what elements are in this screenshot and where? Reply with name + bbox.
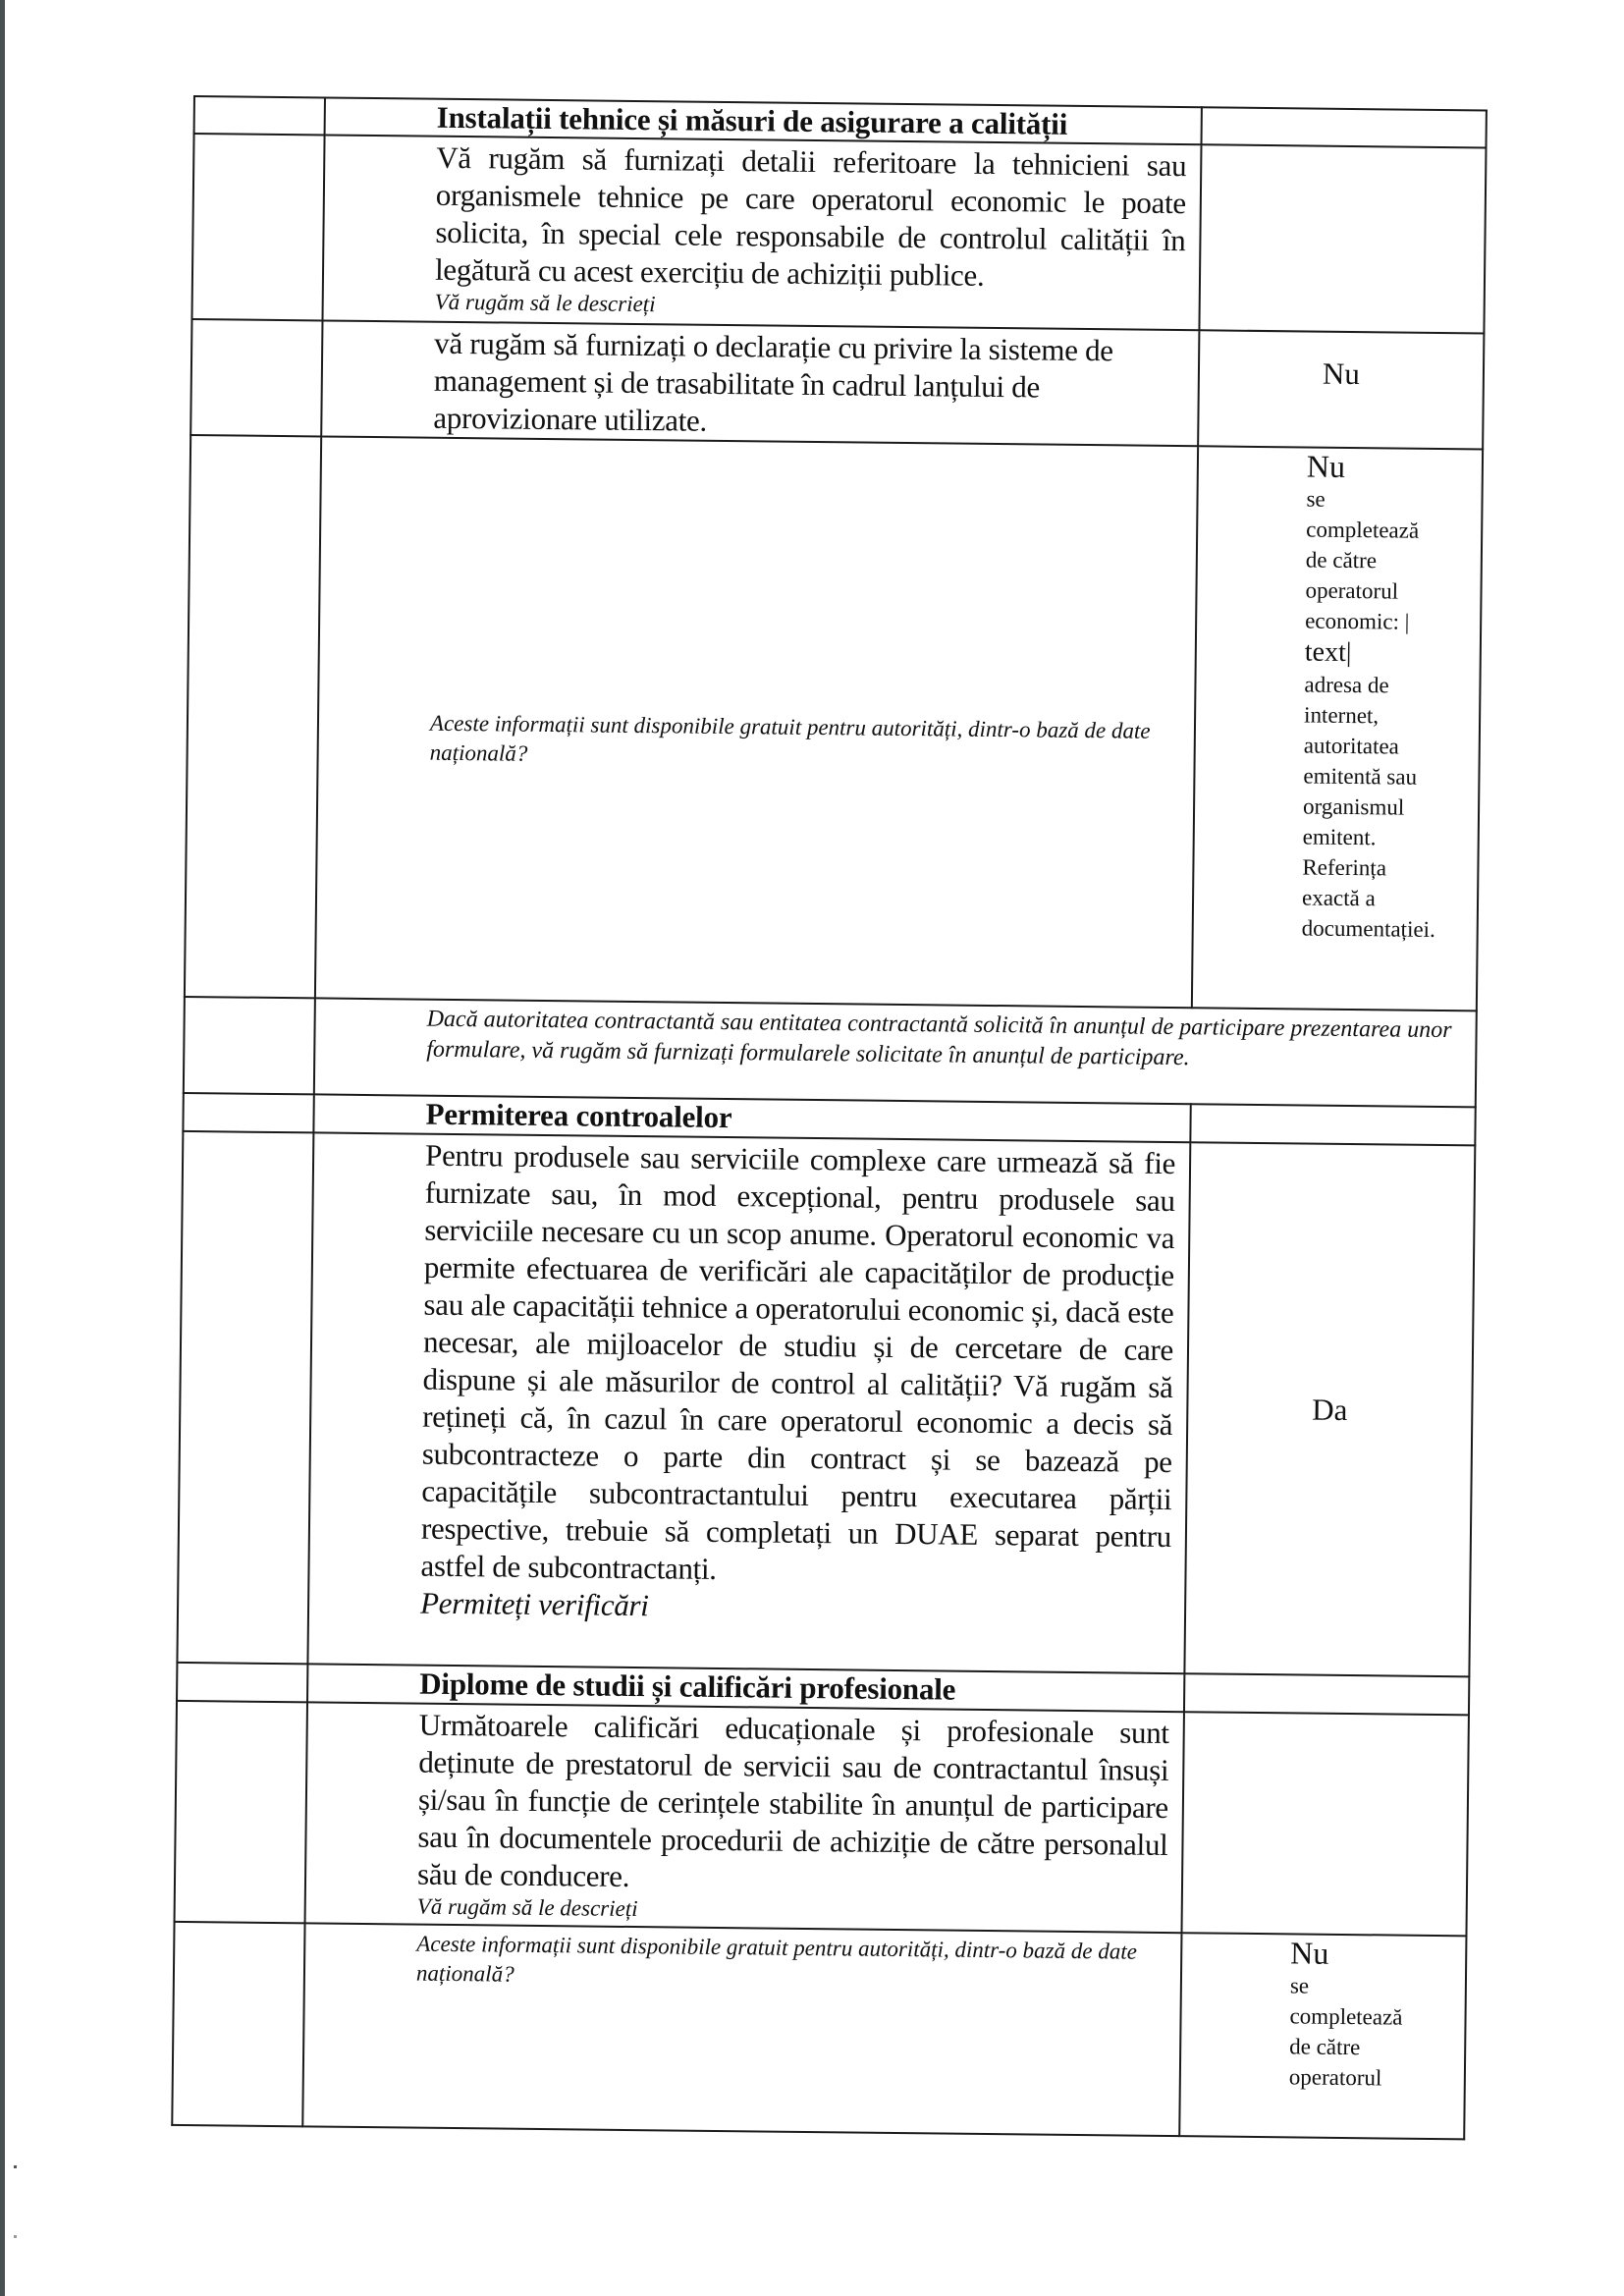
answer-note-line: adresa de	[1304, 672, 1389, 698]
answer-note-line: operatorul	[1288, 2064, 1382, 2091]
answer-value: Nu	[1290, 1935, 1329, 1971]
describe-prompt: Vă rugăm să le descrieți	[416, 1893, 638, 1922]
answer-note-line: completează	[1306, 517, 1420, 543]
answer-details	[1181, 1934, 1466, 2094]
answer-value: Nu	[1306, 448, 1346, 484]
answer-note-line: organismul	[1302, 793, 1405, 820]
answer-cell	[1190, 1104, 1475, 1145]
answer-note-line: se	[1306, 486, 1326, 512]
answer-text-placeholder[interactable]: text|	[1304, 636, 1352, 669]
answer-note-line: internet,	[1303, 702, 1380, 729]
answer-value: Nu	[1322, 355, 1361, 392]
answer-note-line: se	[1289, 1973, 1310, 1998]
national-database-question: Aceste informații sunt disponibile gratuit pentru autorități, dintr-o bază de date națională?	[415, 1931, 1138, 1987]
answer-note-line: economic: |	[1305, 608, 1410, 634]
answer-note-line: Referința	[1302, 854, 1387, 881]
section-heading-diplomas: Diplome de studii și calificări profesionale	[419, 1666, 956, 1707]
question-cell	[307, 1132, 1190, 1673]
answer-cell[interactable]	[1192, 446, 1483, 1011]
answer-note-line: documentației.	[1301, 915, 1435, 942]
answer-cell	[1202, 107, 1487, 147]
index-cell	[172, 1922, 304, 2126]
answer-note-line: autoritatea	[1303, 733, 1399, 759]
question-text: Vă rugăm să furnizați detalii referitoare la tehnicieni sau organismele tehnice pe care operatorul economic le poate solicita, în special cele responsabile de controlul calității în legătură cu acest exercițiu de achiziții publice.	[434, 139, 1187, 293]
answer-note-line: emitent.	[1302, 824, 1377, 850]
answer-cell[interactable]	[1199, 144, 1486, 333]
question-text: Pentru produsele sau serviciile complexe care urmează să fie furnizate sau, în mod excepțional, pentru produsele sau serviciile necesare cu un scop anume. Operatorul economic va permite efectuarea de verificări ale capacităților de producție sau ale capacității tehnice a operatorului economic și, dacă este necesar, ale mijloacelor de studiu și de cercetare de care dispune și ale măsurilor de control al calității? Vă rugăm să rețineți că, în cazul în care operatorul economic a decis să subcontracteze o parte din contract și se bazează pe capacitățile subcontractantului pentru executarea părții respective, trebuie să completați un DUAE separat pentru astfel de subcontractanți.	[420, 1137, 1176, 1586]
answer-note-line: operatorul	[1305, 577, 1399, 604]
table-row	[191, 134, 1486, 333]
table-row	[185, 435, 1483, 1011]
index-cell	[184, 997, 315, 1094]
index-cell	[183, 1093, 313, 1132]
index-cell	[191, 134, 324, 320]
answer-details	[1194, 447, 1483, 945]
index-cell	[177, 1131, 313, 1664]
index-cell	[190, 319, 322, 436]
answer-note-line: emitentă sau	[1303, 763, 1418, 790]
section-heading-technical-installations: Instalații tehnice și măsuri de asigurare a calității	[436, 99, 1068, 141]
answer-cell[interactable]	[1184, 1142, 1475, 1676]
question-cell	[321, 320, 1199, 446]
answer-value: Da	[1312, 1392, 1348, 1427]
describe-prompt: Vă rugăm să le descrieți	[434, 289, 656, 317]
question-cell	[315, 436, 1198, 1008]
scan-speck	[14, 2165, 17, 2168]
section-heading-allow-checks: Permiterea controalelor	[425, 1096, 732, 1135]
duae-form-table	[171, 95, 1488, 2140]
allow-checks-prompt: Permiteți verificări	[419, 1585, 649, 1623]
answer-note-line: completează	[1289, 2003, 1403, 2030]
index-cell	[194, 96, 325, 135]
scan-speck	[14, 2235, 17, 2238]
index-cell	[175, 1701, 307, 1923]
question-cell	[305, 1702, 1184, 1933]
answer-cell[interactable]	[1198, 330, 1484, 449]
index-cell	[177, 1663, 307, 1702]
table-row	[190, 319, 1484, 449]
forms-note-text: Dacă autoritatea contractantă sau entitatea contractantă solicită în anunțul de participare prezentarea unor formulare, vă rugăm să furnizați formularele solicitate în anunțul de participare.	[426, 1006, 1452, 1071]
table-row	[175, 1701, 1469, 1936]
answer-cell	[1184, 1673, 1469, 1715]
question-cell	[322, 135, 1201, 330]
answer-note-line: exactă a	[1301, 885, 1376, 911]
answer-cell[interactable]	[1181, 1712, 1468, 1936]
question-text: vă rugăm să furnizați o declarație cu privire la sisteme de management și de trasabilitate în cadrul lanțului de aprovizionare utilizate.	[433, 325, 1113, 438]
question-cell	[302, 1923, 1181, 2136]
forms-note-cell	[314, 998, 1477, 1107]
table-row	[184, 997, 1477, 1107]
question-text: Următoarele calificări educaționale și profesionale sunt deținute de prestatorul de servicii sau de contractantul însuși și/sau în funcție de cerințele stabilite în anunțul de participare sau în documentele procedurii de achiziție de către personalul său de conducere.	[416, 1707, 1169, 1893]
answer-cell[interactable]	[1179, 1933, 1466, 2139]
table-row	[172, 1922, 1466, 2139]
index-cell	[185, 435, 321, 998]
national-database-question: Aceste informații sunt disponibile gratuit pentru autorități, dintr-o bază de date națională?	[429, 710, 1151, 766]
scan-edge	[0, 0, 5, 2296]
answer-note-line: de către	[1305, 547, 1378, 574]
table-row	[177, 1131, 1475, 1676]
answer-note-line: de către	[1289, 2034, 1361, 2060]
